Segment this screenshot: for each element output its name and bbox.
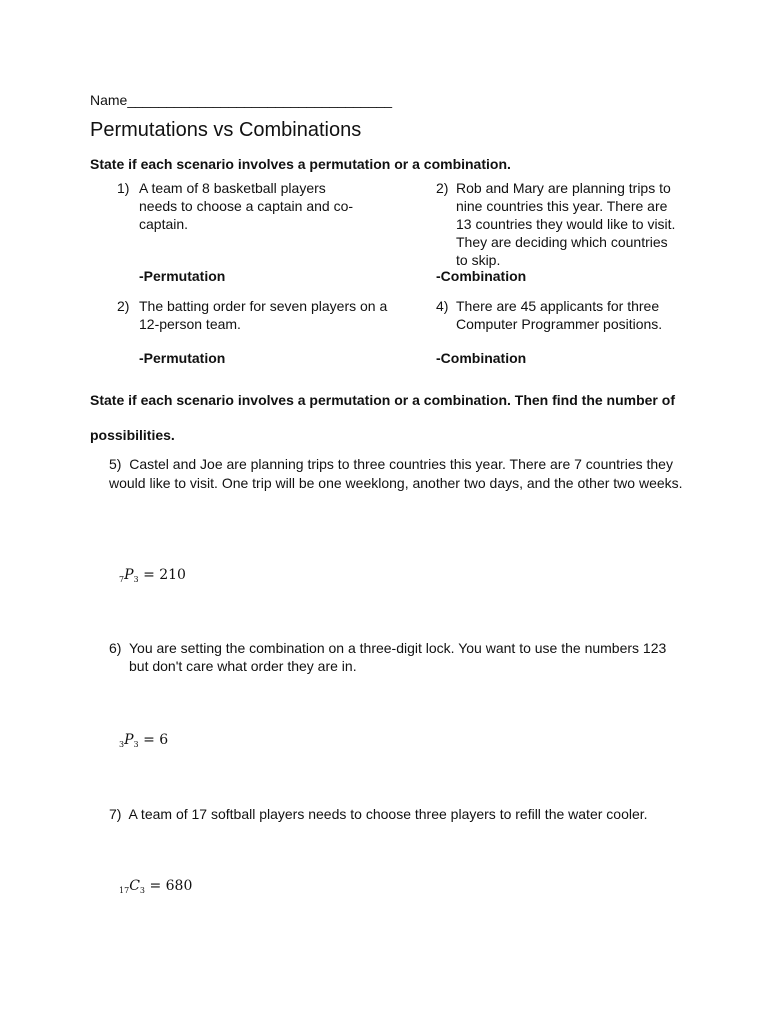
question-text: Rob and Mary are planning trips to nine countries this year. There are 13 countries they would like to visit. They are deciding which countries to skip. <box>456 180 676 268</box>
answer-letter: C <box>129 878 140 894</box>
part2-instruction-line2: possibilities. <box>90 427 175 443</box>
question-number: 5) <box>109 456 122 472</box>
question-number: 7) <box>109 806 122 822</box>
answer-letter: P <box>124 732 134 748</box>
part2-instruction-line1: State if each scenario involves a permutation or a combination. Then find the number of <box>90 392 675 408</box>
question-5 <box>109 455 684 493</box>
question-number: 4) <box>436 298 449 314</box>
name-field-label: Name__________________________________ <box>90 92 393 108</box>
answer-pre-subscript: 3 <box>119 740 125 749</box>
question-4 <box>436 297 671 333</box>
question-text: There are 45 applicants for three Computer Programmer positions. <box>456 298 663 332</box>
answer-post-subscript: 3 <box>133 575 139 584</box>
page-title: Permutations vs Combinations <box>90 119 362 141</box>
answer-1: -Permutation <box>139 268 226 284</box>
part1-instruction: State if each scenario involves a permutation or a combination. <box>90 156 511 172</box>
question-number: 6) <box>109 640 122 656</box>
answer-5 <box>119 567 186 583</box>
answer-4: -Combination <box>436 350 527 366</box>
answer-post-subscript: 3 <box>139 886 145 895</box>
question-number: 1) <box>117 180 130 196</box>
question-1 <box>117 179 367 233</box>
answer-3: -Permutation <box>139 350 226 366</box>
question-3 <box>117 297 397 333</box>
answer-value: = 6 <box>143 732 169 748</box>
question-7 <box>109 805 709 824</box>
question-number: 2) <box>117 298 130 314</box>
answer-pre-subscript: 17 <box>119 886 130 895</box>
answer-7 <box>119 878 192 894</box>
question-text: A team of 8 basketball players needs to choose a captain and co-captain. <box>139 180 354 232</box>
question-number: 2) <box>436 180 449 196</box>
answer-2: -Combination <box>436 268 527 284</box>
answer-value: = 680 <box>149 878 193 894</box>
question-text: A team of 17 softball players needs to choose three players to refill the water cooler. <box>128 806 648 822</box>
question-2 <box>436 179 681 269</box>
answer-value: = 210 <box>143 567 186 583</box>
question-6 <box>109 639 679 675</box>
answer-letter: P <box>124 567 134 583</box>
question-text: You are setting the combination on a three-digit lock. You want to use the numbers 123 but don't care what order they are in. <box>129 640 667 674</box>
answer-6 <box>119 732 168 748</box>
question-text: Castel and Joe are planning trips to three countries this year. There are 7 countries they would like to visit. One trip will be one weeklong, another two days, and the other two weeks. <box>109 456 683 491</box>
answer-pre-subscript: 7 <box>119 575 125 584</box>
answer-post-subscript: 3 <box>133 740 139 749</box>
question-text: The batting order for seven players on a 12-person team. <box>139 298 388 332</box>
